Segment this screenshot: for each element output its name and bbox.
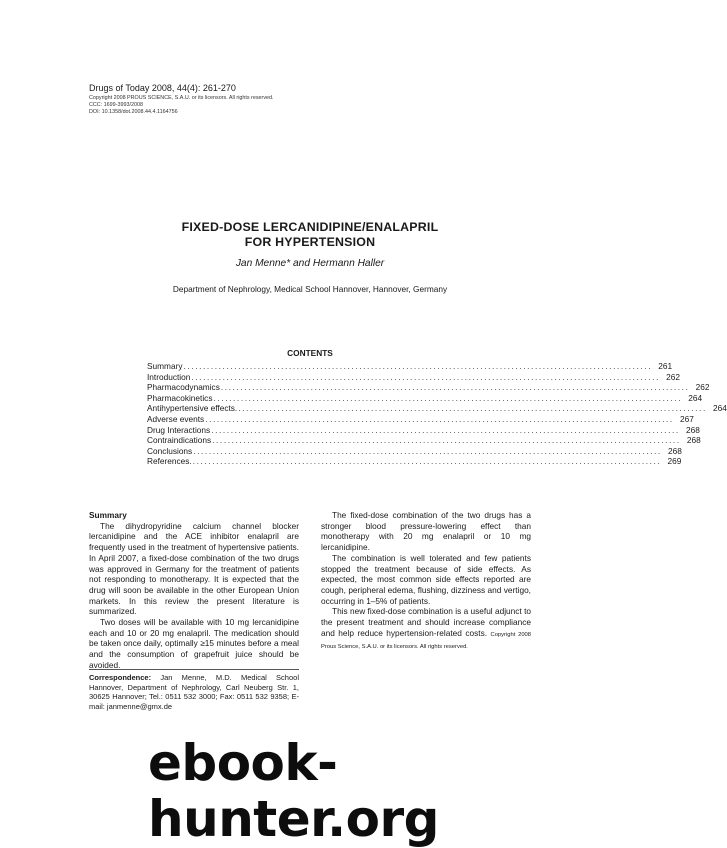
contents-row [147, 371, 680, 383]
contents-item-page: 269 [667, 456, 682, 467]
contents-item-label: Antihypertensive effects. [147, 403, 238, 414]
contents-row [147, 392, 703, 404]
contents-item-page: 267 [679, 413, 694, 424]
journal-copyright: Copyright 2008 PROUS SCIENCE, S.A.U. or its licensors. All rights reserved. [89, 95, 274, 101]
contents-item-label: Summary [147, 361, 183, 371]
contents-leader-dots: ........................................................................................................................ [212, 435, 681, 446]
summary-paragraph-4: The combination is well tolerated and few patients stopped the treatment because of side effects. As expected, the most common side effects reported are cough, peripheral edema, flushing, dizziness and vertigo, occurring in 1–5% of patients. [321, 552, 531, 606]
contents-leader-dots: ........................................................................................................................ [238, 403, 707, 414]
contents-row [147, 361, 673, 372]
journal-doi: DOI: 10.1358/dot.2008.44.4.1164756 [89, 109, 178, 115]
correspondence-note [89, 673, 299, 711]
table-of-contents [147, 361, 727, 467]
contents-item-page: 264 [713, 403, 727, 414]
contents-item-label: Contraindications [147, 435, 212, 446]
summary-paragraph-3: The fixed-dose combination of the two drugs has a stronger blood pressure-lowering effect than monotherapy with 20 mg enalapril or 10 mg lercanidipine. [321, 510, 531, 553]
contents-leader-dots: ........................................................................................................................ [213, 392, 683, 403]
contents-item-page: 268 [686, 435, 701, 446]
journal-citation: Drugs of Today 2008, 44(4): 261-270 [89, 83, 236, 93]
contents-leader-dots: ........................................................................................................................ [191, 371, 660, 382]
contents-item-label: References. [147, 456, 192, 467]
correspondence-label: Correspondence: [89, 673, 152, 682]
contents-leader-dots: ........................................................................................................................ [192, 456, 662, 467]
summary-column-right [321, 510, 531, 653]
journal-ccc: CCC: 1699-3993/2008 [89, 102, 143, 108]
contents-item-page: 262 [695, 382, 710, 393]
contents-row [147, 403, 727, 414]
contents-item-label: Pharmacodynamics [147, 382, 220, 393]
contents-item-label: Pharmacokinetics [147, 392, 213, 403]
contents-row [147, 456, 682, 467]
contents-item-label: Drug Interactions [147, 424, 211, 435]
watermark-text: ebook-hunter.org [148, 734, 439, 848]
contents-item-page: 268 [667, 445, 682, 456]
article-title-line1: FIXED-DOSE LERCANIDIPINE/ENALAPRIL [181, 220, 439, 234]
contents-row [147, 435, 701, 446]
summary-paragraph-2: Two doses will be available with 10 mg lercanidipine each and 10 or 20 mg enalapril. The medication should be taken once daily, optimally ≥15 minutes before a meal and the consumption of grapefruit juice should be avoided. [89, 617, 299, 670]
summary-paragraph-5-text: This new fixed-dose combination is a useful adjunct to the present treatment and should increase compliance and help reduce hypertension-related costs. [321, 606, 531, 638]
summary-paragraph-5 [321, 606, 531, 653]
contents-row [147, 413, 694, 425]
contents-heading: CONTENTS [287, 348, 333, 358]
correspondence-text: Jan Menne, M.D. Medical School Hannover, Department of Nephrology, Carl Neuberg Str. 1, 30625 Hannover; Tel.: 0511 532 3000; Fax: 0511 532 9358; E-mail: janmenne@gmx.de [89, 673, 299, 711]
summary-paragraph-1: The dihydropyridine calcium channel blocker lercanidipine and the ACE inhibitor enalapril are frequently used in the treatment of hypertensive patients. In April 2007, a fixed-dose combination of the two drugs was approved in Germany for the treatment of patients not responding to monotherapy. It is expected that the drug will soon be available in the other European Union markets. In this review the present literature is summarized. [89, 520, 299, 617]
contents-item-label: Adverse events [147, 413, 205, 424]
contents-item-page: 268 [685, 424, 700, 435]
contents-row [147, 424, 700, 436]
contents-row [147, 382, 710, 393]
contents-leader-dots: ........................................................................................................................ [205, 413, 674, 424]
summary-copyright: Copyright 2008 Prous Science, S.A.U. or its licensors. All rights reserved. [321, 631, 531, 651]
summary-heading: Summary [89, 510, 127, 520]
footnote-rule [89, 669, 299, 670]
contents-leader-dots: ........................................................................................................................ [211, 424, 680, 435]
contents-item-label: Conclusions [147, 445, 193, 456]
article-authors: Jan Menne* and Hermann Haller [235, 258, 385, 269]
contents-item-page: 261 [658, 361, 673, 371]
summary-column-left [89, 510, 299, 671]
contents-item-label: Introduction [147, 371, 191, 382]
contents-leader-dots: ........................................................................................................................ [193, 445, 662, 456]
contents-row [147, 445, 682, 457]
article-affiliation: Department of Nephrology, Medical School Hannover, Hannover, Germany [172, 284, 448, 294]
contents-leader-dots: ........................................................................................................................ [183, 361, 653, 371]
contents-item-page: 262 [666, 371, 680, 382]
contents-item-page: 264 [688, 392, 703, 403]
contents-leader-dots: ........................................................................................................................ [220, 382, 690, 393]
article-title-line2: FOR HYPERTENSION [244, 235, 376, 249]
